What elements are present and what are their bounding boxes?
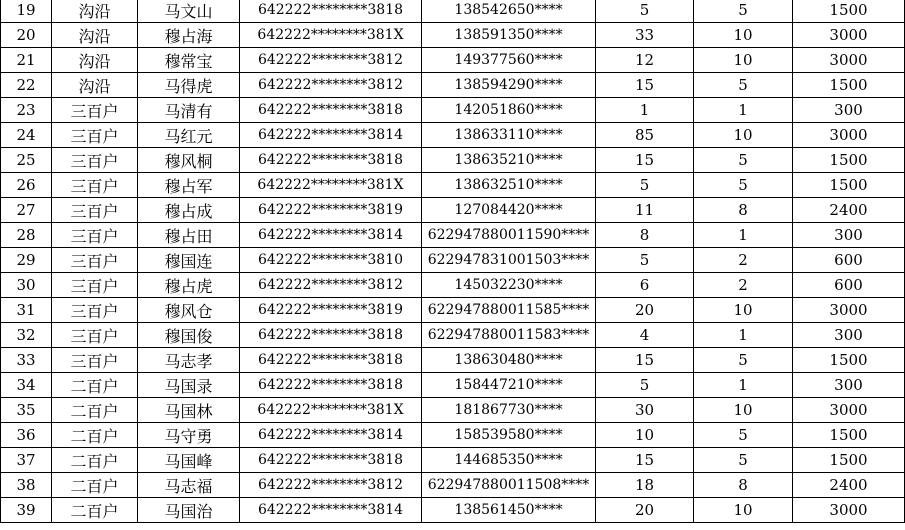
cell-count[interactable]: 1 [694,98,793,123]
cell-quantity[interactable]: 15 [596,73,694,98]
cell-count[interactable]: 10 [694,498,793,523]
cell-amount[interactable]: 600 [793,273,905,298]
cell-id-number[interactable]: 642222********3818 [240,348,422,373]
cell-count[interactable]: 10 [694,123,793,148]
cell-serial-number[interactable]: 39 [1,498,52,523]
cell-phone-account[interactable]: 149377560**** [422,48,596,73]
cell-phone-account[interactable]: 145032230**** [422,273,596,298]
cell-village[interactable]: 二百户 [52,448,138,473]
cell-village[interactable]: 三百户 [52,198,138,223]
cell-village[interactable]: 三百户 [52,148,138,173]
cell-count[interactable]: 5 [694,173,793,198]
cell-amount[interactable]: 2400 [793,198,905,223]
cell-name[interactable]: 马文山 [138,0,240,23]
cell-count[interactable]: 8 [694,198,793,223]
cell-amount[interactable]: 1500 [793,0,905,23]
cell-quantity[interactable]: 5 [596,0,694,23]
cell-name[interactable]: 马国录 [138,373,240,398]
cell-serial-number[interactable]: 34 [1,373,52,398]
cell-phone-account[interactable]: 138594290**** [422,73,596,98]
cell-quantity[interactable]: 15 [596,148,694,173]
cell-name[interactable]: 穆占成 [138,198,240,223]
cell-name[interactable]: 穆常宝 [138,48,240,73]
cell-serial-number[interactable]: 33 [1,348,52,373]
cell-serial-number[interactable]: 36 [1,423,52,448]
cell-quantity[interactable]: 5 [596,173,694,198]
table-row [1,348,905,373]
cell-serial-number[interactable]: 32 [1,323,52,348]
table-row [1,273,905,298]
cell-count[interactable]: 1 [694,223,793,248]
table-row [1,448,905,473]
cell-phone-account[interactable]: 622947880011583**** [422,323,596,348]
cell-amount[interactable]: 300 [793,223,905,248]
cell-quantity[interactable]: 4 [596,323,694,348]
cell-id-number[interactable]: 642222********3812 [240,48,422,73]
cell-village[interactable]: 三百户 [52,223,138,248]
table-row [1,0,905,23]
cell-count[interactable]: 10 [694,298,793,323]
cell-quantity[interactable]: 20 [596,298,694,323]
cell-count[interactable]: 5 [694,423,793,448]
cell-quantity[interactable]: 6 [596,273,694,298]
cell-id-number[interactable]: 642222********381X [240,23,422,48]
cell-quantity[interactable]: 30 [596,398,694,423]
cell-count[interactable]: 1 [694,323,793,348]
cell-phone-account[interactable]: 158539580**** [422,423,596,448]
cell-phone-account[interactable]: 622947831001503**** [422,248,596,273]
cell-count[interactable]: 10 [694,398,793,423]
table-row [1,423,905,448]
cell-quantity[interactable]: 1 [596,98,694,123]
cell-phone-account[interactable]: 622947880011585**** [422,298,596,323]
cell-serial-number[interactable]: 30 [1,273,52,298]
cell-quantity[interactable]: 11 [596,198,694,223]
cell-phone-account[interactable]: 142051860**** [422,98,596,123]
cell-serial-number[interactable]: 29 [1,248,52,273]
cell-name[interactable]: 马守勇 [138,423,240,448]
cell-id-number[interactable]: 642222********3818 [240,0,422,23]
table-row [1,198,905,223]
table-row [1,223,905,248]
cell-serial-number[interactable]: 26 [1,173,52,198]
cell-quantity[interactable]: 33 [596,23,694,48]
cell-village[interactable]: 二百户 [52,373,138,398]
cell-id-number[interactable]: 642222********3814 [240,223,422,248]
cell-id-number[interactable]: 642222********3812 [240,273,422,298]
cell-quantity[interactable]: 18 [596,473,694,498]
cell-name[interactable]: 穆风仓 [138,298,240,323]
cell-village[interactable]: 三百户 [52,248,138,273]
cell-id-number[interactable]: 642222********3812 [240,73,422,98]
cell-id-number[interactable]: 642222********3818 [240,98,422,123]
cell-amount[interactable]: 1500 [793,448,905,473]
cell-name[interactable]: 马志孝 [138,348,240,373]
table-row [1,48,905,73]
cell-count[interactable]: 10 [694,48,793,73]
cell-name[interactable]: 马清有 [138,98,240,123]
cell-village[interactable]: 三百户 [52,173,138,198]
table-row [1,148,905,173]
cell-id-number[interactable]: 642222********3814 [240,423,422,448]
table-row [1,473,905,498]
cell-id-number[interactable]: 642222********3818 [240,373,422,398]
cell-quantity[interactable]: 12 [596,48,694,73]
cell-amount[interactable]: 1500 [793,73,905,98]
cell-village[interactable]: 三百户 [52,298,138,323]
table-row [1,398,905,423]
cell-name[interactable]: 穆占海 [138,23,240,48]
cell-serial-number[interactable]: 35 [1,398,52,423]
cell-serial-number[interactable]: 19 [1,0,52,23]
cell-phone-account[interactable]: 127084420**** [422,198,596,223]
cell-serial-number[interactable]: 22 [1,73,52,98]
cell-phone-account[interactable]: 138561450**** [422,498,596,523]
cell-phone-account[interactable]: 138635210**** [422,148,596,173]
cell-count[interactable]: 5 [694,148,793,173]
cell-village[interactable]: 二百户 [52,423,138,448]
cell-id-number[interactable]: 642222********3819 [240,298,422,323]
cell-village[interactable]: 二百户 [52,498,138,523]
cell-id-number[interactable]: 642222********381X [240,173,422,198]
cell-village[interactable]: 三百户 [52,273,138,298]
cell-village[interactable]: 沟沿 [52,0,138,23]
cell-id-number[interactable]: 642222********3818 [240,448,422,473]
cell-name[interactable]: 穆占军 [138,173,240,198]
cell-village[interactable]: 沟沿 [52,48,138,73]
cell-village[interactable]: 二百户 [52,473,138,498]
table-row [1,23,905,48]
table-row [1,73,905,98]
table-row [1,98,905,123]
cell-phone-account[interactable]: 622947880011590**** [422,223,596,248]
cell-phone-account[interactable]: 158447210**** [422,373,596,398]
cell-amount[interactable]: 3000 [793,23,905,48]
cell-id-number[interactable]: 642222********3814 [240,498,422,523]
cell-amount[interactable]: 3000 [793,123,905,148]
cell-id-number[interactable]: 642222********3819 [240,198,422,223]
cell-quantity[interactable]: 5 [596,248,694,273]
cell-name[interactable]: 穆占田 [138,223,240,248]
cell-village[interactable]: 二百户 [52,398,138,423]
cell-serial-number[interactable]: 27 [1,198,52,223]
cell-village[interactable]: 三百户 [52,98,138,123]
cell-count[interactable]: 10 [694,23,793,48]
cell-name[interactable]: 马红元 [138,123,240,148]
cell-phone-account[interactable]: 138632510**** [422,173,596,198]
cell-serial-number[interactable]: 31 [1,298,52,323]
cell-serial-number[interactable]: 20 [1,23,52,48]
cell-village[interactable]: 三百户 [52,123,138,148]
cell-serial-number[interactable]: 23 [1,98,52,123]
cell-quantity[interactable]: 5 [596,373,694,398]
cell-name[interactable]: 马国林 [138,398,240,423]
table-row [1,323,905,348]
cell-phone-account[interactable]: 622947880011508**** [422,473,596,498]
cell-quantity[interactable]: 8 [596,223,694,248]
cell-phone-account[interactable]: 138591350**** [422,23,596,48]
cell-name[interactable]: 马国峰 [138,448,240,473]
table-row [1,123,905,148]
cell-id-number[interactable]: 642222********3818 [240,148,422,173]
cell-serial-number[interactable]: 37 [1,448,52,473]
table-body [1,0,905,523]
cell-count[interactable]: 5 [694,0,793,23]
cell-amount[interactable]: 3000 [793,498,905,523]
table-row [1,298,905,323]
cell-count[interactable]: 5 [694,448,793,473]
cell-amount[interactable]: 300 [793,323,905,348]
table-row [1,248,905,273]
cell-serial-number[interactable]: 38 [1,473,52,498]
cell-village[interactable]: 沟沿 [52,23,138,48]
cell-amount[interactable]: 1500 [793,173,905,198]
cell-id-number[interactable]: 642222********3810 [240,248,422,273]
cell-phone-account[interactable]: 138542650**** [422,0,596,23]
cell-amount[interactable]: 3000 [793,48,905,73]
cell-amount[interactable]: 600 [793,248,905,273]
cell-village[interactable]: 沟沿 [52,73,138,98]
cell-serial-number[interactable]: 25 [1,148,52,173]
cell-id-number[interactable]: 642222********3812 [240,473,422,498]
cell-amount[interactable]: 300 [793,373,905,398]
cell-count[interactable]: 5 [694,73,793,98]
cell-phone-account[interactable]: 181867730**** [422,398,596,423]
cell-amount[interactable]: 3000 [793,298,905,323]
cell-name[interactable]: 马得虎 [138,73,240,98]
cell-quantity[interactable]: 15 [596,348,694,373]
cell-name[interactable]: 穆风桐 [138,148,240,173]
cell-phone-account[interactable]: 138633110**** [422,123,596,148]
cell-amount[interactable]: 3000 [793,398,905,423]
cell-amount[interactable]: 2400 [793,473,905,498]
cell-quantity[interactable]: 10 [596,423,694,448]
cell-id-number[interactable]: 642222********381X [240,398,422,423]
cell-count[interactable]: 1 [694,373,793,398]
cell-amount[interactable]: 300 [793,98,905,123]
cell-id-number[interactable]: 642222********3814 [240,123,422,148]
cell-name[interactable]: 马志福 [138,473,240,498]
cell-name[interactable]: 马国治 [138,498,240,523]
cell-phone-account[interactable]: 138630480**** [422,348,596,373]
cell-count[interactable]: 5 [694,348,793,373]
cell-amount[interactable]: 1500 [793,348,905,373]
cell-serial-number[interactable]: 24 [1,123,52,148]
cell-count[interactable]: 2 [694,248,793,273]
cell-count[interactable]: 8 [694,473,793,498]
cell-village[interactable]: 三百户 [52,323,138,348]
cell-quantity[interactable]: 15 [596,448,694,473]
cell-village[interactable]: 三百户 [52,348,138,373]
cell-name[interactable]: 穆国俊 [138,323,240,348]
cell-id-number[interactable]: 642222********3818 [240,323,422,348]
cell-count[interactable]: 2 [694,273,793,298]
cell-quantity[interactable]: 85 [596,123,694,148]
cell-amount[interactable]: 1500 [793,148,905,173]
table-row [1,373,905,398]
cell-amount[interactable]: 1500 [793,423,905,448]
cell-name[interactable]: 穆国连 [138,248,240,273]
cell-serial-number[interactable]: 21 [1,48,52,73]
table-row [1,498,905,523]
cell-quantity[interactable]: 20 [596,498,694,523]
cell-serial-number[interactable]: 28 [1,223,52,248]
cell-phone-account[interactable]: 144685350**** [422,448,596,473]
table-row [1,173,905,198]
cell-name[interactable]: 穆占虎 [138,273,240,298]
